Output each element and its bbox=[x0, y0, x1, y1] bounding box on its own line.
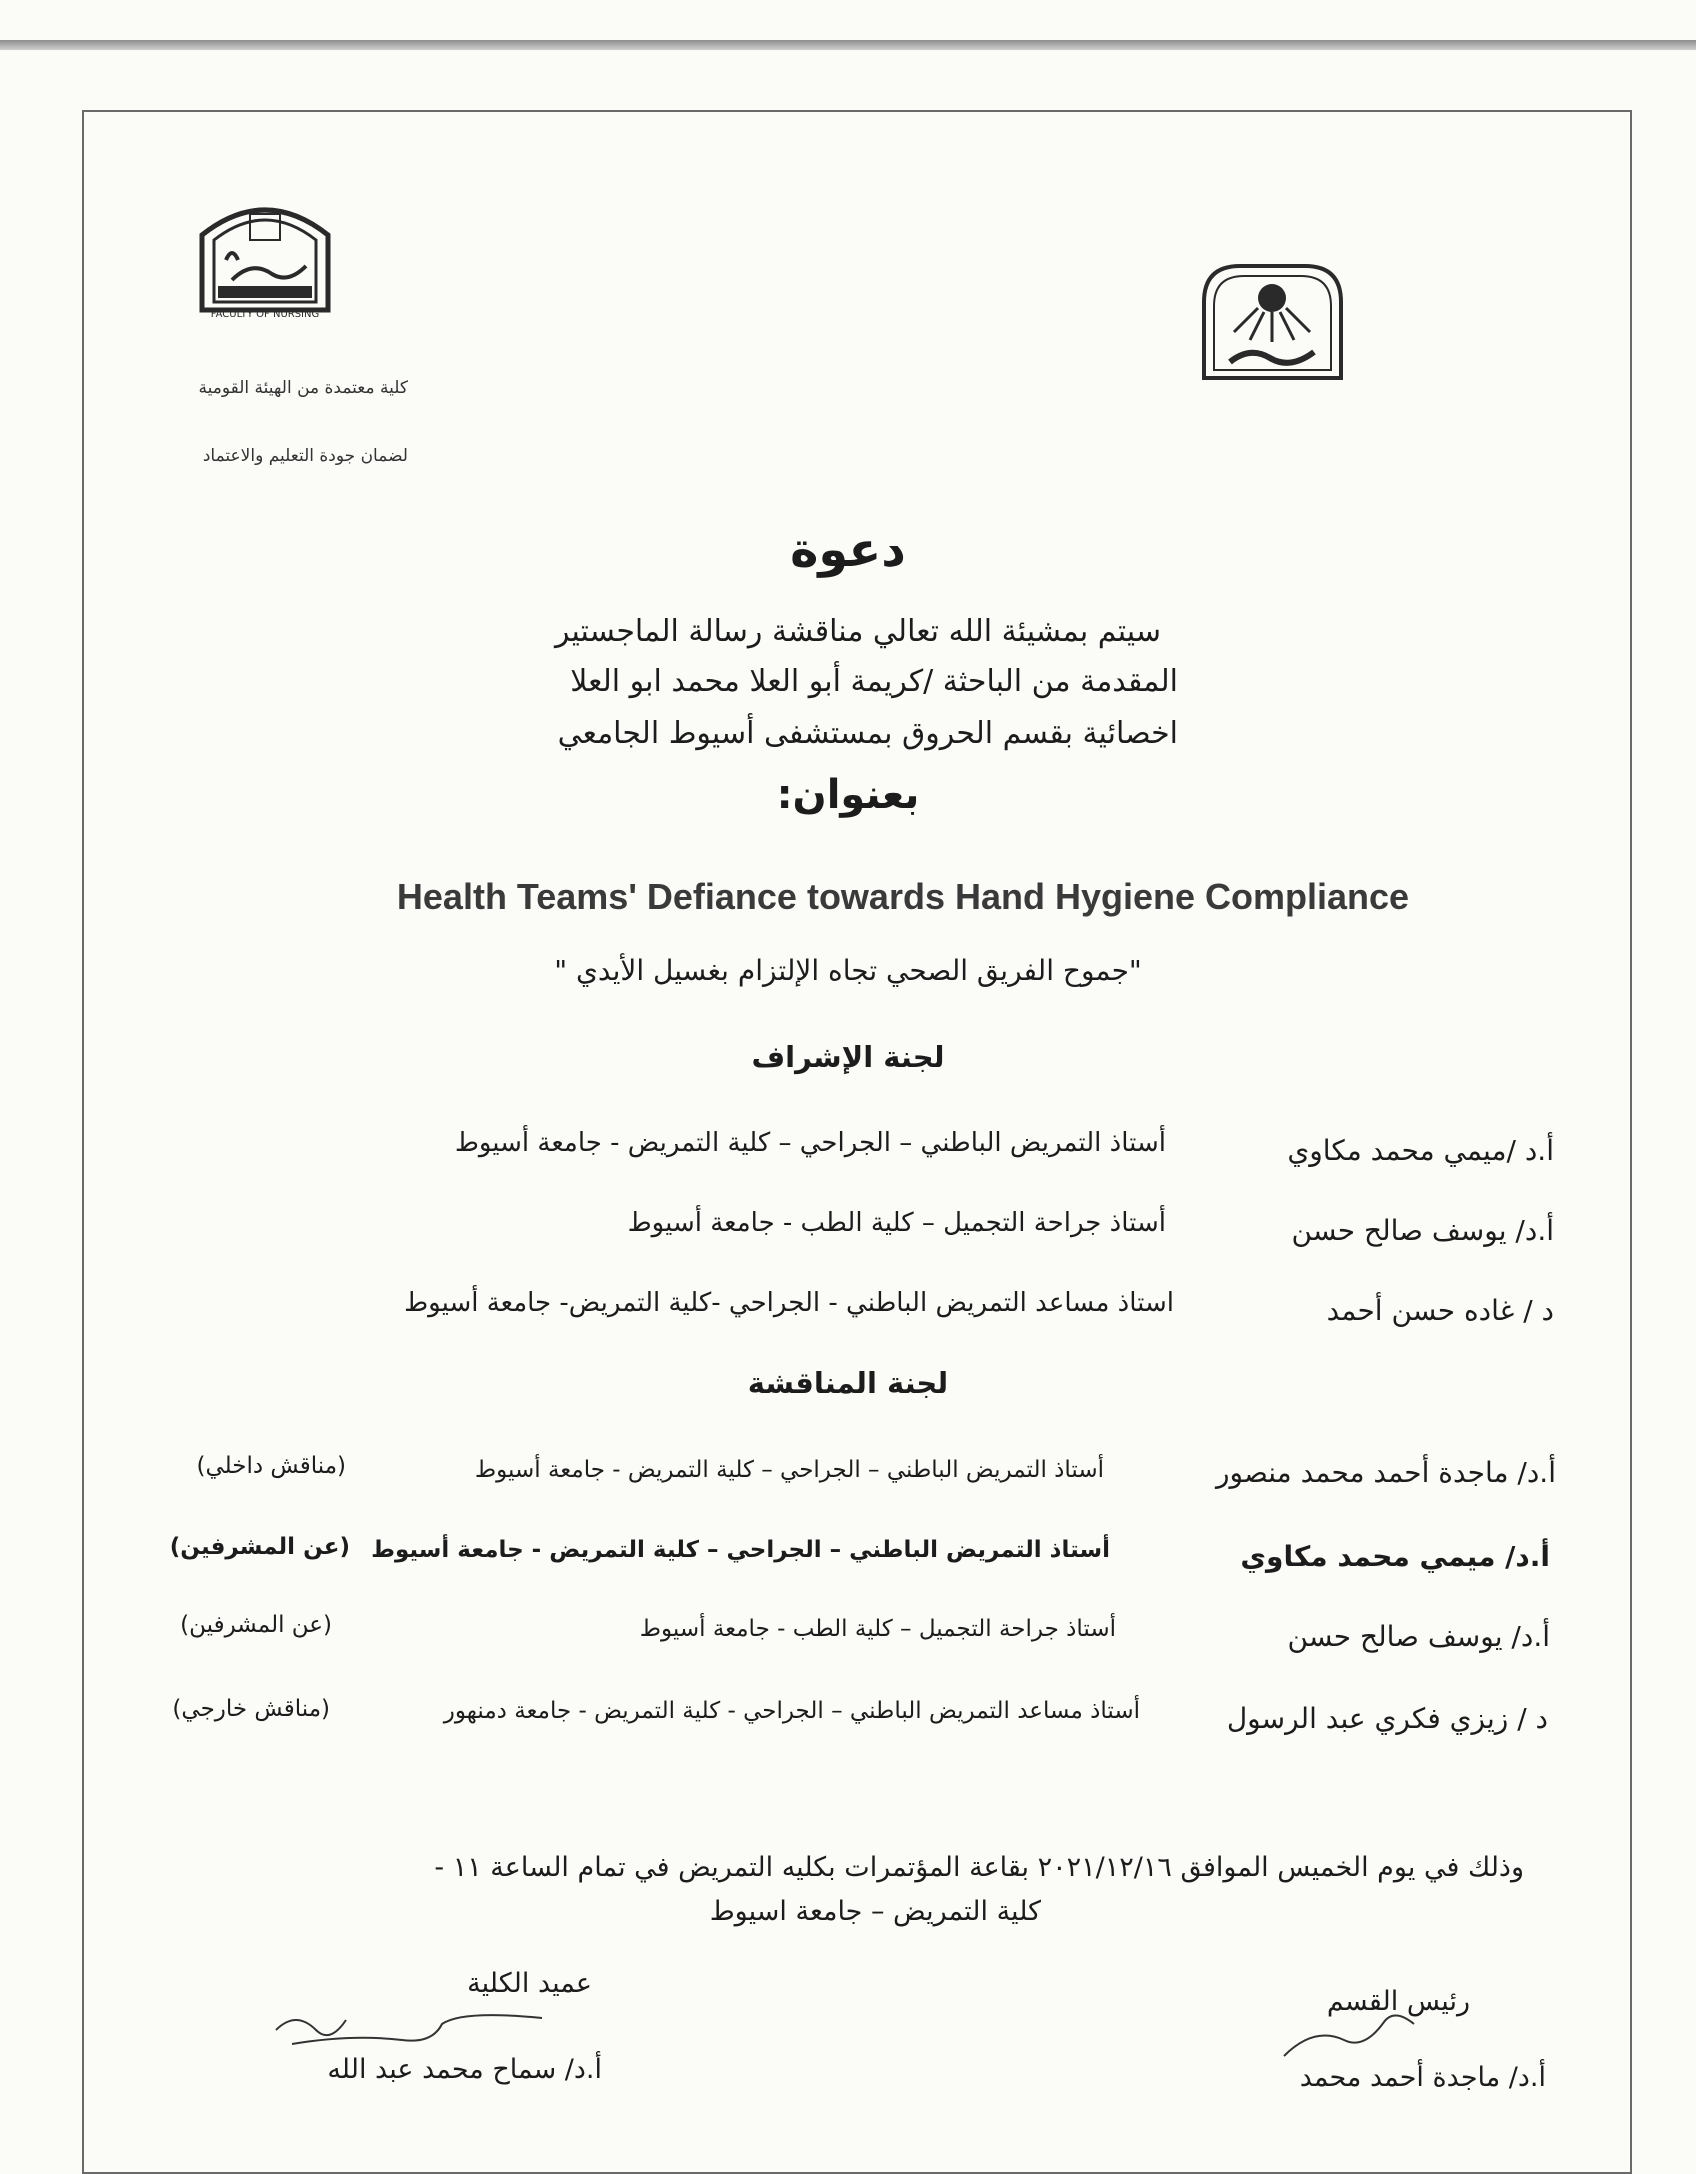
dean-title: عميد الكلية bbox=[467, 1968, 592, 1999]
discussion-name-1: أ.د/ ماجدة أحمد محمد منصور bbox=[1215, 1456, 1556, 1489]
dean-signature-icon bbox=[272, 2000, 552, 2060]
thesis-title-ar: "جموح الفريق الصحي تجاه الإلتزام بغسيل الأيدي " bbox=[554, 954, 1142, 987]
intro-line-2: المقدمة من الباحثة /كريمة أبو العلا محمد ابو العلا bbox=[570, 664, 1178, 699]
svg-text:FACULTY OF NURSING: FACULTY OF NURSING bbox=[210, 309, 320, 320]
title-label: بعنوان: bbox=[776, 772, 920, 818]
dept-head-name: أ.د/ ماجدة أحمد محمد bbox=[1299, 2062, 1546, 2093]
intro-line-1: سيتم بمشيئة الله تعالي مناقشة رسالة الماجستير bbox=[554, 614, 1161, 649]
thesis-title-en: Health Teams' Defiance towards Hand Hygiene Compliance bbox=[396, 876, 1410, 917]
discussion-role-2: (عن المشرفين) bbox=[169, 1534, 350, 1560]
discussion-role-1: (مناقش داخلي) bbox=[196, 1453, 346, 1479]
discussion-desc-1: أستاذ التمريض الباطني – الجراحي – كلية التمريض - جامعة أسيوط bbox=[474, 1457, 1104, 1483]
discussion-name-2: أ.د/ ميمي محمد مكاوي bbox=[1240, 1540, 1550, 1573]
faculty-of-nursing-seal-icon bbox=[192, 190, 338, 320]
supervisor-name-3: د / غاده حسن أحمد bbox=[1326, 1294, 1554, 1327]
discussion-name-4: د / زيزي فكري عبد الرسول bbox=[1226, 1702, 1548, 1735]
assiut-university-emblem-icon bbox=[1200, 262, 1345, 380]
supervisor-desc-2: أستاذ جراحة التجميل – كلية الطب - جامعة أسيوط bbox=[627, 1208, 1166, 1238]
discussion-desc-2: أستاذ التمريض الباطني – الجراحي – كلية التمريض - جامعة أسيوط bbox=[371, 1537, 1110, 1563]
supervisor-desc-1: أستاذ التمريض الباطني – الجراحي – كلية التمريض - جامعة أسيوط bbox=[454, 1128, 1166, 1158]
discussion-desc-4: أستاذ مساعد التمريض الباطني – الجراحي - كلية التمريض - جامعة دمنهور bbox=[443, 1698, 1140, 1724]
schedule-line: وذلك في يوم الخميس الموافق ٢٠٢١/١٢/١٦ بقاعة المؤتمرات بكليه التمريض في تمام الساعة ١١ - bbox=[434, 1852, 1524, 1883]
discussion-heading: لجنة المناقشة bbox=[747, 1366, 949, 1400]
supervisor-desc-3: استاذ مساعد التمريض الباطني - الجراحي -كلية التمريض- جامعة أسيوط bbox=[404, 1288, 1174, 1318]
discussion-role-3: (عن المشرفين) bbox=[180, 1612, 332, 1638]
invitation-heading: دعوة bbox=[790, 522, 906, 578]
accreditation-line-1: كلية معتمدة من الهيئة القومية bbox=[198, 378, 408, 398]
scan-top-edge bbox=[0, 40, 1696, 50]
supervisor-name-1: أ.د /ميمي محمد مكاوي bbox=[1287, 1134, 1554, 1167]
supervisor-name-2: أ.د/ يوسف صالح حسن bbox=[1291, 1214, 1554, 1247]
discussion-desc-3: أستاذ جراحة التجميل – كلية الطب - جامعة أسيوط bbox=[639, 1616, 1116, 1642]
accreditation-line-2: لضمان جودة التعليم والاعتماد bbox=[202, 446, 408, 466]
dept-head-title: رئيس القسم bbox=[1326, 1986, 1470, 2017]
discussion-role-4: (مناقش خارجي) bbox=[172, 1696, 330, 1722]
dean-name: أ.د/ سماح محمد عبد الله bbox=[327, 2054, 602, 2085]
intro-line-3: اخصائية بقسم الحروق بمستشفى أسيوط الجامعي bbox=[557, 716, 1178, 751]
discussion-name-3: أ.د/ يوسف صالح حسن bbox=[1287, 1620, 1550, 1653]
dept-head-signature-icon bbox=[1276, 2008, 1426, 2064]
schedule-venue: كلية التمريض – جامعة اسيوط bbox=[709, 1896, 1041, 1927]
supervision-heading: لجنة الإشراف bbox=[751, 1040, 945, 1074]
